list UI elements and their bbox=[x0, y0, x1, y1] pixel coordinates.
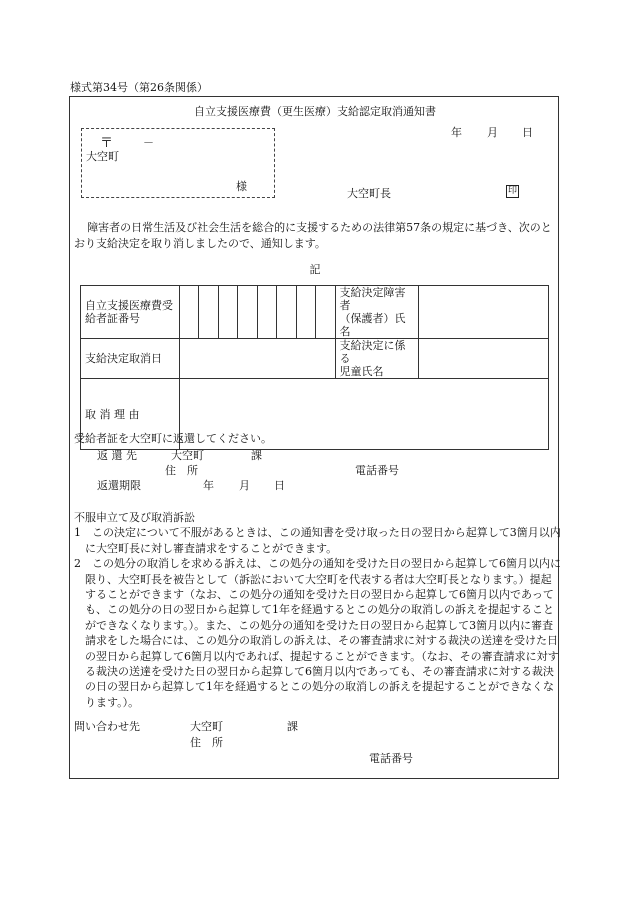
appeal-item-2: 2 この処分の取消しを求める訴えは、この処分の通知を受けた日の翌日から起算して6箇月以内に限り、大空町長を被告として（訴訟において大空町を代表する者は大空町長となります。）提起することができます（なお、この処分の通知を受けた日の翌日から起算して6箇月以内であっても、この処分の日の翌日から起算して1年を経過するとこの処分の取消しの訴えを提起することができなくなります。）。また、この処分の通知を受けた日の翌日から起算して3箇月以内に審査請求をした場合には、この処分の取消しの訴えは、その審査請求に対する裁決の送達を受けた日の翌日から起算して6箇月以内であれば、提起することができます。（なお、その審査請求に対する裁決の送達を受けた日の翌日から起算して6箇月以内であっても、その審査請求に対する裁決の日の翌日から起算して1年を経過するとこの処分の取消しの訴えを提起することができなくなります。）。 bbox=[74, 557, 561, 709]
deadline-year: 年 bbox=[203, 479, 214, 492]
cancel-reason-label: 取 消 理 由 bbox=[81, 379, 180, 450]
body-text: 障害者の日常生活及び社会生活を総合的に支援するための法律第57条の規定に基づき、次のとおり支給決定を取り消しましたので、通知します。 bbox=[74, 221, 552, 250]
date-day: 日 bbox=[522, 126, 533, 139]
cancel-date-value bbox=[179, 339, 335, 379]
ki-heading: 記 bbox=[309, 263, 321, 276]
inquiry-phone-label: 電話番号 bbox=[369, 752, 413, 765]
recipient-name-label bbox=[335, 286, 418, 339]
cert-digit-cell bbox=[218, 286, 238, 339]
cert-digit-cell bbox=[179, 286, 199, 339]
deadline-month: 月 bbox=[239, 479, 250, 492]
form-number: 様式第34号（第26条関係） bbox=[70, 81, 208, 94]
appeal-heading: 不服申立て及び取消訴訟 bbox=[74, 511, 195, 524]
child-name-label-line1: 支給決定に係る bbox=[339, 339, 406, 365]
cert-digit-cell bbox=[199, 286, 219, 339]
recipient-name-value bbox=[418, 286, 548, 339]
return-instruction: 受給者証を大空町に返還してください。 bbox=[74, 432, 272, 445]
appeal-section bbox=[74, 510, 562, 710]
return-dest-dept: 課 bbox=[251, 449, 262, 462]
cert-number-label: 自立支援医療費受給者証番号 bbox=[81, 286, 180, 339]
recipient-name-label-line1: 支給決定障害者 bbox=[339, 286, 406, 312]
postal-dash: － bbox=[143, 136, 154, 149]
inquiry-dept: 課 bbox=[287, 720, 298, 733]
child-name-value bbox=[418, 339, 548, 379]
child-name-label bbox=[335, 339, 418, 379]
cert-digit-cell bbox=[277, 286, 297, 339]
cancel-date-label: 支給決定取消日 bbox=[81, 339, 180, 379]
recipient-honorific: 様 bbox=[236, 180, 247, 193]
inquiry-address-label: 住 所 bbox=[190, 736, 223, 749]
return-address-label: 住 所 bbox=[165, 464, 198, 477]
seal-mark: 印 bbox=[507, 186, 517, 196]
cert-digit-cell bbox=[296, 286, 316, 339]
cert-digit-cell bbox=[238, 286, 258, 339]
recipient-name-label-line2: （保護者）氏名 bbox=[339, 312, 406, 338]
info-table bbox=[80, 285, 549, 450]
document-title: 自立支援医療費（更生医療）支給認定取消通知書 bbox=[194, 105, 436, 118]
date-year: 年 bbox=[451, 126, 462, 139]
inquiry-label: 問い合わせ先 bbox=[74, 720, 140, 733]
issuer-title: 大空町長 bbox=[347, 187, 391, 200]
return-dest-label: 返 還 先 bbox=[97, 449, 137, 462]
child-name-label-line2: 児童氏名 bbox=[339, 365, 384, 378]
recipient-town: 大空町 bbox=[86, 150, 119, 163]
return-phone-label: 電話番号 bbox=[355, 464, 399, 477]
date-month: 月 bbox=[487, 126, 498, 139]
deadline-day: 日 bbox=[274, 479, 285, 492]
postal-mark: 〒 bbox=[100, 136, 114, 151]
appeal-item-1: 1 この決定について不服があるときは、この通知書を受け取った日の翌日から起算して3箇月以内に大空町長に対し審査請求をすることができます。 bbox=[74, 526, 561, 555]
cert-digit-cell bbox=[257, 286, 277, 339]
return-dest-town: 大空町 bbox=[171, 449, 204, 462]
inquiry-town: 大空町 bbox=[190, 720, 223, 733]
return-deadline-label: 返還期限 bbox=[97, 479, 141, 492]
cert-digit-cell bbox=[316, 286, 336, 339]
